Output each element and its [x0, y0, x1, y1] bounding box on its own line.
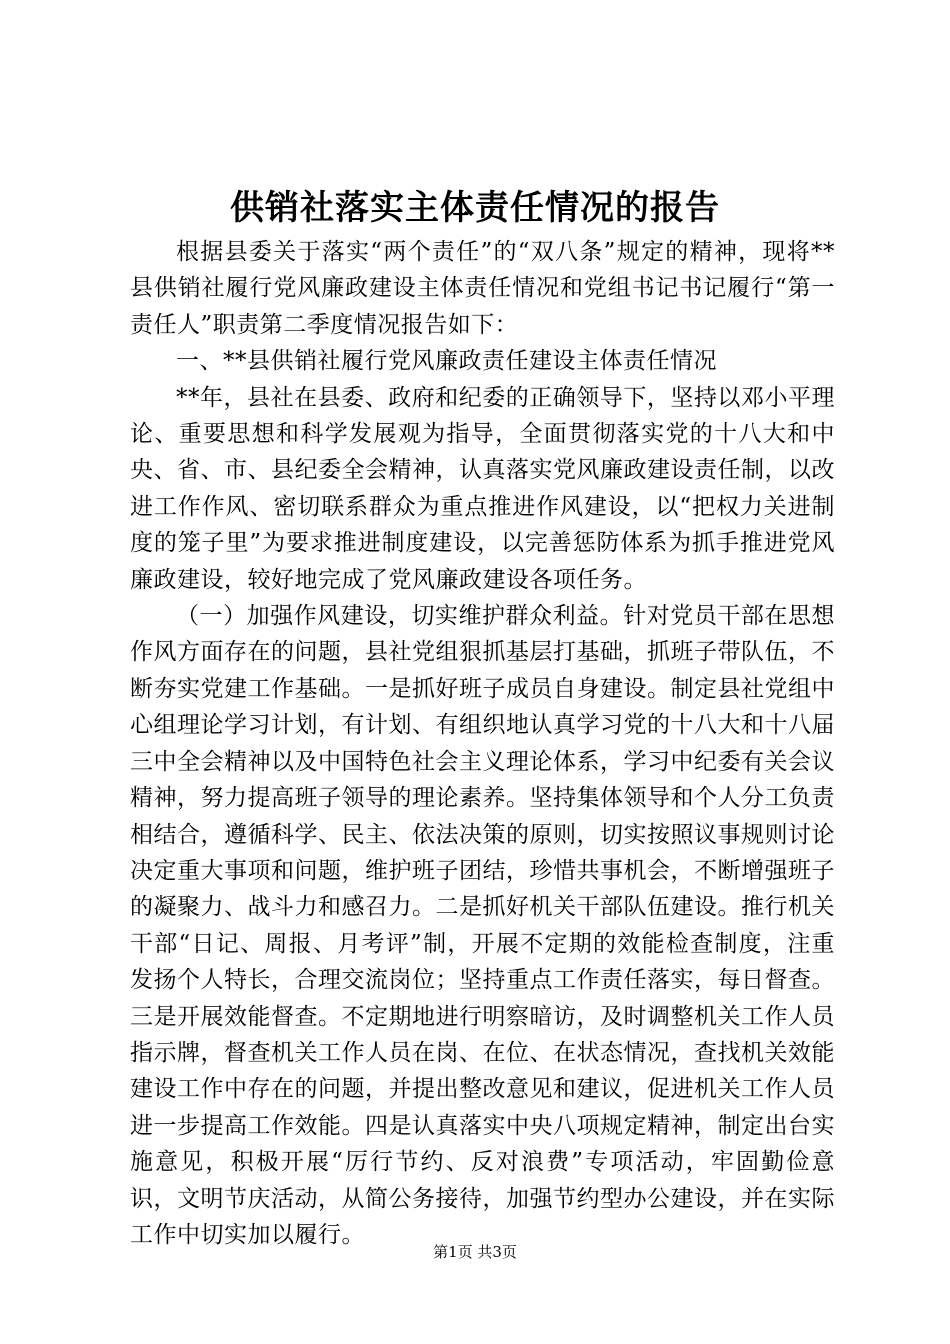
intro-paragraph: 根据县委关于落实“两个责任”的“双八条”规定的精神，现将**县供销社履行党风廉政建设主体责任情况和党组书记书记履行“第一责任人”职责第二季度情况报告如下：: [130, 239, 835, 338]
section-heading: 一、**县供销社履行党风廉政责任建设主体责任情况: [176, 348, 717, 375]
subsection-paragraph: （一）加强作风建设，切实维护群众利益。针对党员干部在思想作风方面存在的问题，县社党组狠抓基层打基础，抓班子带队伍，不断夯实党建工作基础。一是抓好班子成员自身建设。制定县社党组中心组理论学习计划，有计划、有组织地认真学习党的十八大和十八届三中全会精神以及中国特色社会主义理论体系，学习中纪委有关会议精神，努力提高班子领导的理论素养。坚持集体领导和个人分工负责相结合，遵循科学、民主、依法决策的原则，切实按照议事规则讨论决定重大事项和问题，维护班子团结，珍惜共事机会，不断增强班子的凝聚力、战斗力和感召力。二是抓好机关干部队伍建设。推行机关干部“日记、周报、月考评”制，开展不定期的效能检查制度，注重发扬个人特长，合理交流岗位；坚持重点工作责任落实，每日督查。三是开展效能督查。不定期地进行明察暗访，及时调整机关工作人员指示牌，督查机关工作人员在岗、在位、在状态情况，查找机关效能建设工作中存在的问题，并提出整改意见和建议，促进机关工作人员进一步提高工作效能。四是认真落实中央八项规定精神，制定出台实施意见，积极开展“厉行节约、反对浪费”专项活动，牢固勤俭意识，文明节庆活动，从简公务接待，加强节约型办公建设，并在实际工作中切实加以履行。: [130, 603, 835, 1248]
document-title: 供销社落实主体责任情况的报告: [230, 188, 720, 228]
page-footer: 第1页 共3页: [433, 1243, 517, 1261]
document-body: [130, 234, 835, 1253]
overview-paragraph: **年，县社在县委、政府和纪委的正确领导下，坚持以邓小平理论、重要思想和科学发展观为指导，全面贯彻落实党的十八大和中央、省、市、县纪委全会精神，认真落实党风廉政建设责任制，以改进工作作风、密切联系群众为重点推进作风建设，以“把权力关进制度的笼子里”为要求推进制度建设，以完善惩防体系为抓手推进党风廉政建设，较好地完成了党风廉政建设各项任务。: [130, 384, 835, 593]
